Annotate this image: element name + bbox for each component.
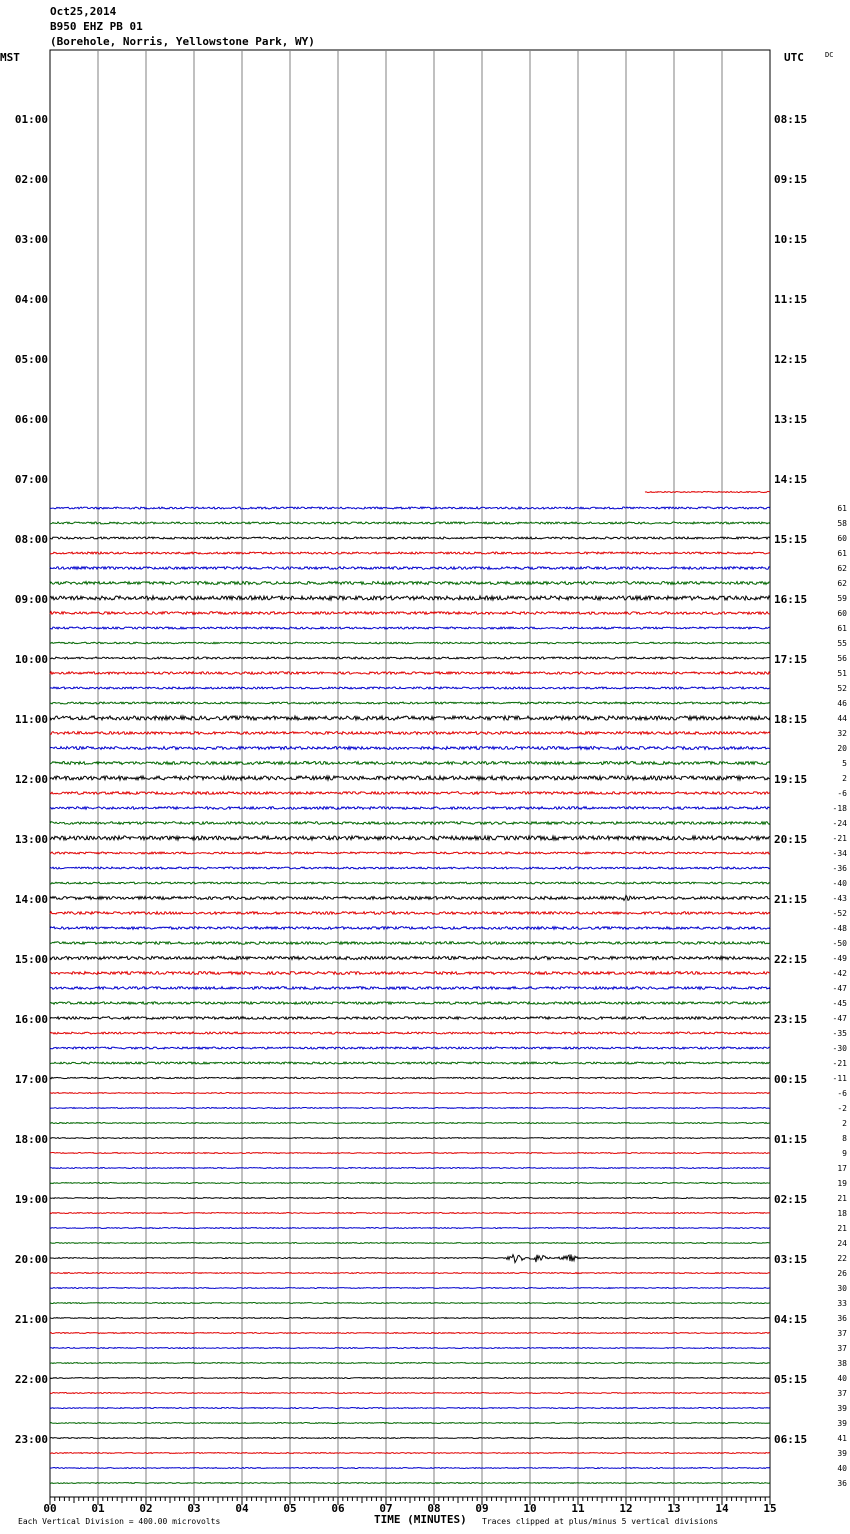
trace-value-label: 37 (837, 1389, 847, 1398)
trace-line (50, 1378, 770, 1379)
trace-value-label: 59 (837, 594, 847, 603)
x-tick-label: 05 (283, 1502, 297, 1515)
trace-value-label: -6 (837, 1089, 847, 1098)
trace-value-label: 61 (837, 549, 847, 558)
trace-line (50, 927, 770, 930)
trace-line (50, 792, 770, 795)
x-tick-label: 11 (571, 1502, 585, 1515)
trace-line (50, 1243, 770, 1244)
trace-value-label: 60 (837, 534, 847, 543)
left-hour-label: 17:00 (14, 1073, 48, 1086)
left-hour-label: 22:00 (14, 1373, 48, 1386)
trace-line (50, 1273, 770, 1274)
clip-note: Traces clipped at plus/minus 5 vertical divisions (482, 1517, 719, 1526)
trace-line (50, 987, 770, 990)
right-hour-label: 23:15 (774, 1013, 808, 1026)
trace-line (50, 1168, 770, 1169)
trace-line (50, 612, 770, 615)
trace-value-label: 26 (837, 1269, 847, 1278)
trace-value-label: -40 (832, 879, 847, 888)
x-tick-label: 10 (523, 1502, 537, 1515)
trace-line (50, 627, 770, 629)
trace-line (50, 567, 770, 570)
trace-value-label: -47 (832, 984, 847, 993)
trace-line (50, 1077, 770, 1078)
trace-value-label: -36 (832, 864, 847, 873)
trace-line (50, 852, 770, 854)
right-hour-label: 20:15 (774, 833, 808, 846)
trace-value-label: 24 (837, 1239, 847, 1248)
trace-value-label: 60 (837, 609, 847, 618)
seismic-traces (50, 491, 770, 1483)
trace-line (50, 822, 770, 825)
x-tick-label: 06 (331, 1502, 345, 1515)
x-tick-label: 08 (427, 1502, 441, 1515)
left-hour-label: 07:00 (14, 473, 48, 486)
trace-value-label: 40 (837, 1374, 847, 1383)
trace-value-label: -43 (832, 894, 847, 903)
trace-line (50, 1002, 770, 1004)
trace-line (50, 747, 770, 750)
left-hour-label: 20:00 (14, 1253, 48, 1266)
trace-value-label: 19 (837, 1179, 847, 1188)
trace-line (50, 702, 770, 704)
trace-value-label: 62 (837, 579, 847, 588)
trace-value-label: 36 (837, 1314, 847, 1323)
trace-value-label: -30 (832, 1044, 847, 1053)
left-hour-label: 23:00 (14, 1433, 48, 1446)
trace-line (50, 1438, 770, 1439)
x-axis-title: TIME (MINUTES) (374, 1513, 467, 1526)
left-hour-label: 21:00 (14, 1313, 48, 1326)
left-hour-label: 18:00 (14, 1133, 48, 1146)
trace-value-label: 39 (837, 1419, 847, 1428)
trace-value-label: -45 (832, 999, 847, 1008)
trace-line (50, 1183, 770, 1184)
trace-line (50, 657, 770, 659)
header-location: (Borehole, Norris, Yellowstone Park, WY) (50, 35, 315, 48)
trace-value-label: -48 (832, 924, 847, 933)
x-tick-label: 07 (379, 1502, 393, 1515)
right-hour-label: 19:15 (774, 773, 808, 786)
trace-line (50, 1062, 770, 1064)
trace-value-label: -21 (832, 834, 847, 843)
trace-value-label: 2 (842, 774, 847, 783)
trace-value-label: -24 (832, 819, 847, 828)
trace-value-label: 51 (837, 669, 847, 678)
x-tick-label: 12 (619, 1502, 633, 1515)
left-hour-label: 04:00 (14, 293, 48, 306)
trace-line (50, 1213, 770, 1214)
trace-value-label: 5 (842, 759, 847, 768)
plot-frame (50, 50, 770, 1497)
x-tick-label: 03 (187, 1502, 201, 1515)
trace-line (50, 1303, 770, 1304)
trace-value-label: -34 (832, 849, 847, 858)
trace-value-label: 52 (837, 684, 847, 693)
right-hour-label: 13:15 (774, 413, 808, 426)
trace-line (50, 1393, 770, 1394)
right-hour-label: 06:15 (774, 1433, 808, 1446)
trace-line (50, 582, 770, 585)
trace-line (50, 672, 770, 674)
right-hour-label: 14:15 (774, 473, 808, 486)
trace-line (50, 1153, 770, 1154)
left-hour-label: 15:00 (14, 953, 48, 966)
trace-line (50, 716, 770, 720)
left-hour-label: 14:00 (14, 893, 48, 906)
trace-line (50, 1032, 770, 1034)
right-hour-label: 09:15 (774, 173, 808, 186)
trace-value-label: -35 (832, 1029, 847, 1038)
right-hour-label: 10:15 (774, 233, 808, 246)
trace-value-label: 38 (837, 1359, 847, 1368)
right-hour-label: 03:15 (774, 1253, 808, 1266)
right-hour-label: 08:15 (774, 113, 808, 126)
trace-value-label: 37 (837, 1344, 847, 1353)
left-hour-label: 11:00 (14, 713, 48, 726)
trace-value-label: 21 (837, 1194, 847, 1203)
trace-line (50, 942, 770, 945)
x-tick-label: 00 (43, 1502, 57, 1515)
x-tick-label: 04 (235, 1502, 249, 1515)
right-hour-label: 12:15 (774, 353, 808, 366)
trace-line (50, 956, 770, 959)
left-hour-label: 19:00 (14, 1193, 48, 1206)
trace-value-label: 62 (837, 564, 847, 573)
trace-value-label: 37 (837, 1329, 847, 1338)
right-hour-label: 15:15 (774, 533, 808, 546)
trace-value-label: -47 (832, 1014, 847, 1023)
trace-line (50, 596, 770, 600)
right-hour-label: 22:15 (774, 953, 808, 966)
trace-line (50, 1333, 770, 1334)
trace-line (50, 882, 770, 884)
trace-line (50, 895, 770, 900)
left-hour-label: 05:00 (14, 353, 48, 366)
trace-value-label: -49 (832, 954, 847, 963)
trace-value-label: 39 (837, 1449, 847, 1458)
x-tick-label: 15 (763, 1502, 777, 1515)
trace-line (50, 1288, 770, 1289)
trace-line (50, 1047, 770, 1049)
header-date: Oct25,2014 (50, 5, 117, 18)
trace-line (50, 507, 770, 509)
trace-line (50, 1483, 770, 1484)
trace-value-label: -50 (832, 939, 847, 948)
x-tick-label: 01 (91, 1502, 105, 1515)
trace-value-label: -52 (832, 909, 847, 918)
trace-value-label: 58 (837, 519, 847, 528)
left-hour-label: 06:00 (14, 413, 48, 426)
trace-line (50, 1108, 770, 1109)
trace-line (50, 537, 770, 539)
trace-value-label: 22 (837, 1254, 847, 1263)
trace-value-label: 55 (837, 639, 847, 648)
left-hour-label: 02:00 (14, 173, 48, 186)
right-hour-label: 16:15 (774, 593, 808, 606)
x-tick-label: 14 (715, 1502, 729, 1515)
trace-value-label: 17 (837, 1164, 847, 1173)
trace-value-label: 20 (837, 744, 847, 753)
trace-value-label: -2 (837, 1104, 847, 1113)
left-hour-label: 13:00 (14, 833, 48, 846)
partial-trace (645, 491, 770, 492)
trace-value-label: -21 (832, 1059, 847, 1068)
trace-line (50, 1123, 770, 1124)
trace-line (50, 642, 770, 644)
trace-value-label: 21 (837, 1224, 847, 1233)
trace-value-label: -11 (832, 1074, 847, 1083)
header-station: B950 EHZ PB 01 (50, 20, 143, 33)
left-hour-label: 01:00 (14, 113, 48, 126)
trace-line (50, 522, 770, 524)
left-hour-label: 09:00 (14, 593, 48, 606)
trace-value-label: 61 (837, 624, 847, 633)
left-hour-label: 08:00 (14, 533, 48, 546)
trace-line (50, 836, 770, 840)
trace-value-label: 9 (842, 1149, 847, 1158)
trace-value-label: 61 (837, 504, 847, 513)
trace-line (50, 687, 770, 689)
trace-line (50, 732, 770, 735)
minute-gridlines (50, 50, 770, 1497)
trace-value-label: 36 (837, 1479, 847, 1488)
trace-line (50, 1198, 770, 1199)
trace-line (50, 1453, 770, 1454)
trace-line (50, 1228, 770, 1229)
right-hour-label: 18:15 (774, 713, 808, 726)
trace-line (50, 552, 770, 554)
trace-value-label: -6 (837, 789, 847, 798)
right-hour-label: 17:15 (774, 653, 808, 666)
left-hour-label: 12:00 (14, 773, 48, 786)
trace-value-label: 44 (837, 714, 847, 723)
trace-value-label: 32 (837, 729, 847, 738)
trace-line (50, 1017, 770, 1020)
trace-value-label: 8 (842, 1134, 847, 1143)
trace-line (50, 912, 770, 915)
trace-value-label: 56 (837, 654, 847, 663)
left-hour-label: 16:00 (14, 1013, 48, 1026)
trace-line (50, 1468, 770, 1469)
left-hour-label: 03:00 (14, 233, 48, 246)
trace-value-label: 40 (837, 1464, 847, 1473)
right-hour-label: 01:15 (774, 1133, 808, 1146)
dc-label: DC (825, 51, 834, 59)
trace-value-label: -18 (832, 804, 847, 813)
trace-value-label: 39 (837, 1404, 847, 1413)
trace-value-label: -42 (832, 969, 847, 978)
right-timezone-label: UTC (784, 51, 804, 64)
trace-line (50, 1408, 770, 1409)
right-hour-label: 04:15 (774, 1313, 808, 1326)
right-hour-label: 00:15 (774, 1073, 808, 1086)
left-hour-label: 10:00 (14, 653, 48, 666)
trace-value-label: 2 (842, 1119, 847, 1128)
trace-line (50, 1254, 770, 1262)
x-tick-label: 02 (139, 1502, 153, 1515)
x-tick-label: 09 (475, 1502, 489, 1515)
right-hour-label: 02:15 (774, 1193, 808, 1206)
trace-line (50, 867, 770, 869)
trace-value-label: 46 (837, 699, 847, 708)
right-hour-label: 05:15 (774, 1373, 808, 1386)
trace-value-label: 33 (837, 1299, 847, 1308)
trace-line (50, 1318, 770, 1319)
trace-line (50, 1363, 770, 1364)
scale-note: Each Vertical Division = 400.00 microvolts (18, 1517, 221, 1526)
trace-value-label: 18 (837, 1209, 847, 1218)
trace-line (50, 776, 770, 780)
trace-line (50, 1138, 770, 1139)
trace-line (50, 972, 770, 975)
right-hour-label: 11:15 (774, 293, 808, 306)
trace-line (50, 1423, 770, 1424)
right-hour-label: 21:15 (774, 893, 808, 906)
x-tick-label: 13 (667, 1502, 681, 1515)
trace-line (50, 807, 770, 810)
left-timezone-label: MST (0, 51, 20, 64)
trace-line (50, 762, 770, 765)
trace-line (50, 1348, 770, 1349)
trace-line (50, 1093, 770, 1094)
trace-value-label: 30 (837, 1284, 847, 1293)
trace-value-label: 41 (837, 1434, 847, 1443)
